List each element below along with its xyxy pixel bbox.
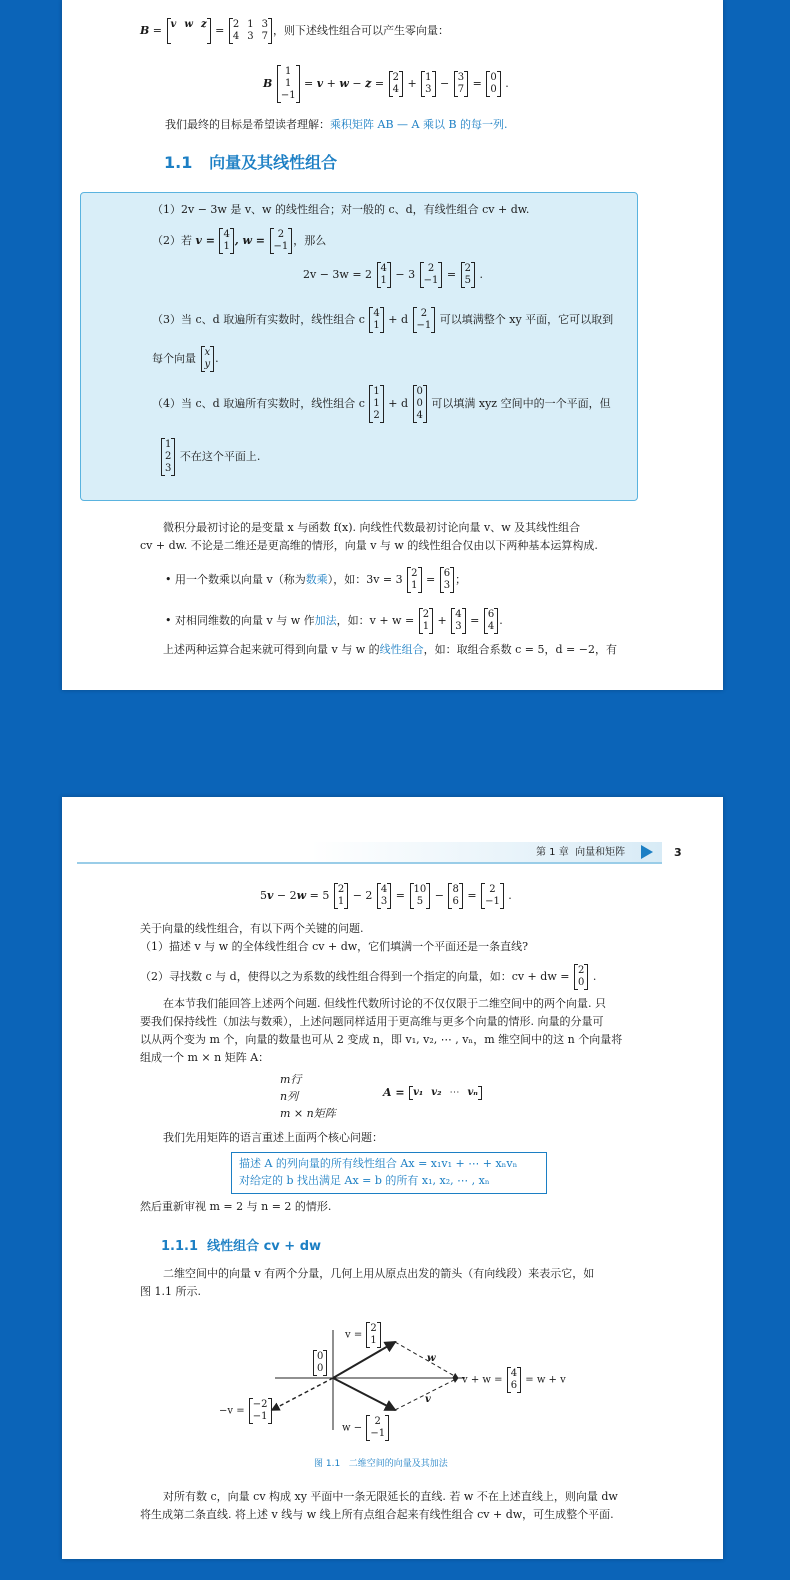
matrix-A: A = v₁ v₂ ⋯ vₙ [383, 1086, 483, 1100]
last-line: 上述两种运算合起来就可得到向量 v 与 w 的线性组合，如：取组合系数 c = 5，d = −2，有 [163, 643, 617, 656]
matrix-label-size: m × n矩阵 [280, 1107, 336, 1120]
box-item-3-line2: 每个向量 x y . [152, 347, 219, 370]
goal-line: 我们最终的目标是希望读者理解：乘积矩阵 AB — A 乘以 B 的每一列. [165, 118, 508, 131]
para1-line1: 微积分最初讨论的是变量 x 与函数 f(x). 向线性代数最初讨论向量 v、w 及其线性组合 [163, 521, 581, 534]
fig-sum-label: v + w = 4 6 = w + v [462, 1368, 566, 1391]
fig-v-small: v [425, 1394, 431, 1405]
subsection-heading: 1.1.1 线性组合 cv + dw [161, 1239, 322, 1254]
q-intro: 关于向量的线性组合，有以下两个关键的问题. [140, 922, 364, 935]
para2-l4: 组成一个 m × n 矩阵 A： [140, 1051, 270, 1064]
bullet-2: • 对相同维数的向量 v 与 w 作加法，如：v + w = 2 1 + 4 3 = 6 4 . [165, 609, 503, 632]
intro-line: B = v w z = 2 1 3 4 3 7 ，则下述线性组合可以产生零向量： [140, 19, 449, 42]
box-item-2-eq: 2v − 3w = 2 4 1 − 3 2 −1 = 2 5 . [303, 263, 483, 286]
summary-line-1: 描述 A 的列向量的所有线性组合 Ax = x₁v₁ + ⋯ + xₙvₙ [239, 1157, 518, 1170]
matrix-label-cols: n列 [280, 1090, 299, 1103]
matrix-label-rows: m行 [280, 1073, 302, 1086]
vector-neg-v [272, 1378, 333, 1410]
para2-l2: 要我们保持线性（加法与数乘），上述问题同样适用于更高维与更多个向量的情形. 向量的分量可 [140, 1015, 604, 1028]
final-l1: 对所有数 c，向量 cv 构成 xy 平面中一条无限延长的直线. 若 w 不在上述直线上，则向量 dw [163, 1490, 618, 1503]
section-heading: 1.1 向量及其线性组合 [164, 153, 338, 172]
fig-zero-vector: 0 0 [312, 1350, 328, 1376]
fig-neg-v: −v = −2 −1 [219, 1398, 273, 1424]
fig-w-label: w [427, 1353, 436, 1364]
fig-w-minus-label: w − 2 −1 [342, 1415, 390, 1441]
bullet-1: • 用一个数乘以向量 v（称为数乘），如：3v = 3 2 1 = 6 3 ； [165, 568, 467, 591]
header-arrow-icon [641, 845, 653, 859]
matrix-values: 2 1 3 4 3 7 [229, 18, 272, 44]
para3-l1: 二维空间中的向量 v 有两个分量，几何上用从原点出发的箭头（有向线段）来表示它，如 [163, 1267, 595, 1280]
zero-vector-eq: B 1 1 −1 = v + w − z = 2 4 + 1 3 − 3 7 = 0 0 . [263, 66, 509, 101]
header-chapter: 第 1 章 向量和矩阵 [536, 847, 626, 858]
para3-l2: 图 1.1 所示. [140, 1285, 201, 1298]
restate-line: 我们先用矩阵的语言重述上面两个核心问题： [163, 1131, 383, 1144]
vector-w-minus-v [333, 1378, 395, 1410]
q1: （1）描述 v 与 w 的全体线性组合 cv + dw，它们填满一个平面还是一条直线? [140, 940, 529, 953]
figure-caption: 图 1.1 二维空间的向量及其加法 [314, 1459, 448, 1469]
box-item-3: （3）当 c、d 取遍所有实数时，线性组合 c 4 1 + d 2 −1 可以填满整个 xy 平面，它可以取到 [152, 308, 614, 331]
para1-line2: cv + dw. 不论是二维还是更高维的情形，向量 v 与 w 的线性组合仅由以下两种基本运算构成. [140, 539, 598, 552]
page-number: 3 [674, 846, 682, 859]
matrix-vwz: v w z [167, 18, 211, 44]
para2-l3: 以从两个变为 m 个，向量的数量也可从 2 变成 n，即 v₁, v₂, ⋯ , vₙ，m 维空间中的这 n 个向量将 [140, 1033, 623, 1046]
q2: （2）寻找数 c 与 d，使得以之为系数的线性组合得到一个指定的向量，如：cv + dw = 2 0 . [140, 965, 597, 988]
box-item-2: （2）若 v = 4 1 , w = 2 −1 ，那么 [152, 229, 327, 252]
revisit-line: 然后重新审视 m = 2 与 n = 2 的情形. [140, 1200, 332, 1213]
box-item-4-line2: 1 2 3 不在这个平面上. [160, 438, 260, 476]
summary-line-2: 对给定的 b 找出满足 Ax = b 的所有 x₁, x₂, ⋯ , xₙ [239, 1174, 490, 1187]
fig-v-label: v = 2 1 [345, 1322, 382, 1348]
box-item-4: （4）当 c、d 取遍所有实数时，线性组合 c 1 1 2 + d 0 0 4 可以填满 xyz 空间中的一个平面，但 [152, 386, 611, 421]
final-l2: 将生成第二条直线. 将上述 v 线与 w 线上所有点组合起来有线性组合 cv + dw，可生成整个平面. [140, 1508, 614, 1521]
box-item-1: （1）2v − 3w 是 v、w 的线性组合；对一般的 c、d，有线性组合 cv + dw. [152, 203, 530, 216]
para2-l1: 在本节我们能回答上述两个问题. 但线性代数所讨论的不仅仅限于二维空间中的两个向量. 只 [163, 997, 606, 1010]
eq-top: 5v − 2w = 5 2 1 − 2 4 3 = 10 5 − 8 6 = 2 −1 . [260, 884, 512, 907]
